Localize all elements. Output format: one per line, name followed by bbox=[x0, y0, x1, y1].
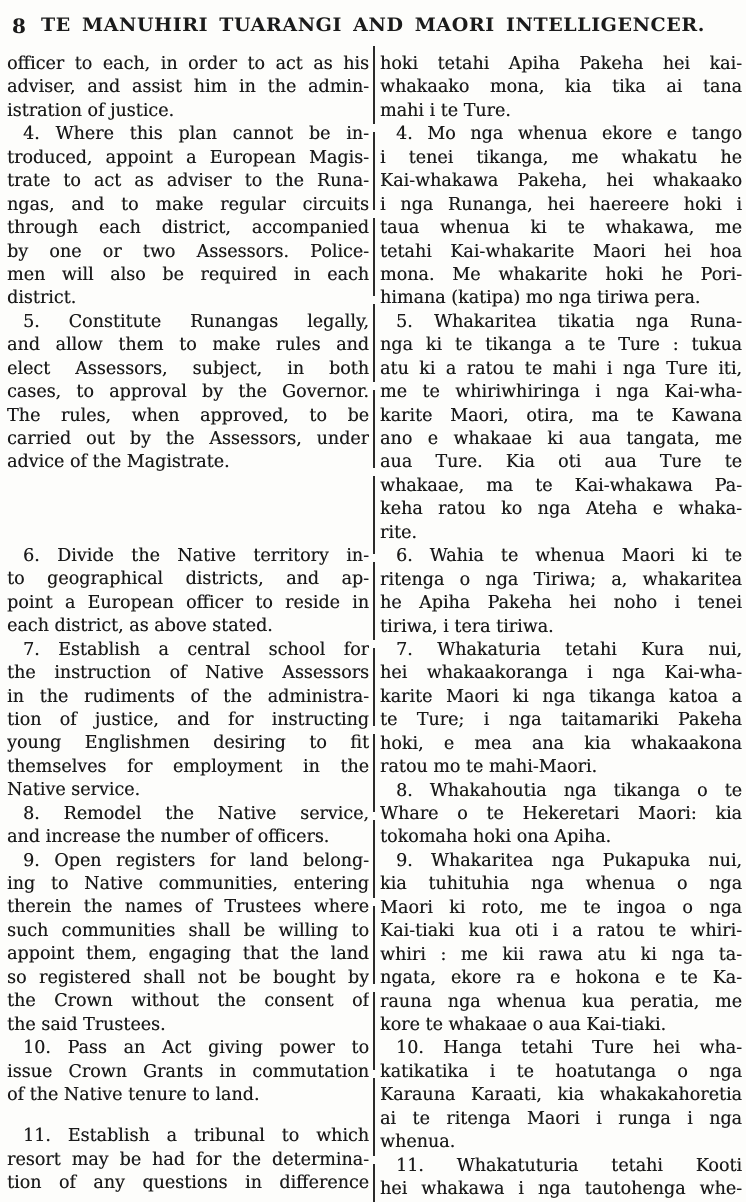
text-line: to geographical districts, and ap- bbox=[7, 569, 369, 590]
text-line: 11. Establish a tribunal to which bbox=[23, 1126, 369, 1147]
text-line: the instruction of Native Assessors bbox=[7, 663, 369, 684]
text-line: the Crown without the consent of bbox=[7, 991, 369, 1012]
text-line: karite Maori, otira, ma te Kawana bbox=[380, 405, 742, 426]
text-line: issue Crown Grants in commutation bbox=[7, 1061, 369, 1082]
text-line: whakaako mona, kia tika ai tana bbox=[380, 77, 742, 98]
text-line: ratou mo te mahi-Maori. bbox=[380, 757, 598, 778]
text-line: tion of any questions in difference bbox=[7, 1173, 369, 1194]
text-line: mahi i te Ture. bbox=[380, 100, 511, 121]
text-line: through each district, accompanied bbox=[7, 218, 369, 239]
text-line: point a European officer to reside in bbox=[7, 592, 369, 613]
column-english bbox=[7, 53, 369, 1196]
text-line: kia tuhituhia nga whenua o nga bbox=[380, 874, 742, 895]
text-line: district. bbox=[7, 288, 77, 309]
text-line: 5. Constitute Runangas legally, bbox=[23, 311, 369, 332]
text-line: Whare o te Hekeretari Maori: kia bbox=[380, 804, 742, 824]
text-line: tion of justice, and for instructing bbox=[7, 709, 369, 730]
text-line: trate to act as adviser to the Runa- bbox=[7, 171, 369, 192]
text-line: te Ture; i nga taitamariki Pakeha bbox=[380, 710, 742, 731]
text-line: the said Trustees. bbox=[7, 1014, 166, 1035]
text-line: so registered shall not be bought by bbox=[7, 967, 369, 988]
text-line: The rules, when approved, to be bbox=[7, 405, 369, 426]
text-line: hei whakawa i nga tautohenga whe- bbox=[380, 1179, 742, 1199]
text-line: elect Assessors, subject, in both bbox=[7, 358, 369, 379]
text-line: karite Maori ki nga tikanga katoa a bbox=[380, 686, 742, 707]
text-line: whiri : me kii rawa atu ki nga ta- bbox=[380, 944, 742, 965]
text-line: atu ki a ratou te mahi i nga Ture iti, bbox=[380, 358, 742, 379]
paragraph-gap bbox=[7, 1107, 369, 1125]
text-line: 11. Whakatuturia tetahi Kooti bbox=[396, 1155, 742, 1176]
paragraph-gap bbox=[7, 475, 369, 545]
text-line: ano e whakaae ki aua tangata, me bbox=[380, 429, 742, 449]
page-title: TE MANUHIRI TUARANGI AND MAORI INTELLIGENCER. bbox=[41, 14, 705, 36]
text-line: 10. Hanga tetahi Ture hei wha- bbox=[396, 1038, 742, 1059]
text-line: aua Ture. Kia oti aua Ture te bbox=[380, 452, 742, 473]
text-line: istration of justice. bbox=[7, 100, 175, 121]
text-line: 6. Divide the Native territory in- bbox=[23, 545, 369, 566]
text-line: 7. Establish a central school for bbox=[23, 639, 369, 660]
text-line: adviser, and assist him in the admin- bbox=[7, 77, 369, 98]
text-line: tetahi Kai-whakarite Maori hei hoa bbox=[380, 241, 742, 262]
text-line: me te whiriwhiringa i nga Kai-wha- bbox=[380, 382, 742, 403]
text-line: ngata, ekore ra e hokona e te Ka- bbox=[380, 968, 742, 989]
text-line: of the Native tenure to land. bbox=[7, 1084, 260, 1105]
text-line: kore te whakaae o aua Kai-tiaki. bbox=[380, 1014, 667, 1035]
text-line: tokomaha hoki ona Apiha. bbox=[380, 827, 612, 848]
text-line: Native service. bbox=[7, 780, 141, 801]
column-divider-line bbox=[373, 46, 375, 1202]
text-line: themselves for employment in the bbox=[7, 756, 369, 777]
text-line: whenua. bbox=[380, 1132, 456, 1153]
text-line: i tenei tikanga, me whakatu he bbox=[380, 147, 742, 168]
text-line: mona. Me whakarite hoki he Pori- bbox=[380, 264, 742, 285]
text-line: he Apiha Pakeha hei noho i tenei bbox=[380, 593, 742, 614]
text-line: 7. Whakaturia tetahi Kura nui, bbox=[396, 639, 742, 660]
text-line: Kai-whakawa Pakeha, hei whakaako bbox=[380, 171, 742, 192]
text-line: officer to each, in order to act as his bbox=[7, 54, 369, 74]
page-number: 8 bbox=[12, 14, 27, 38]
text-line: Kai-tiaki kua oti i a ratou te whiri- bbox=[380, 921, 742, 942]
text-line: men will also be required in each bbox=[7, 264, 369, 285]
text-line: 10. Pass an Act giving power to bbox=[23, 1038, 369, 1059]
text-line: i nga Runanga, hei haereere hoki i bbox=[380, 194, 742, 215]
text-line: 4. Where this plan cannot be in- bbox=[23, 124, 369, 145]
text-line: cases, to approval by the Governor. bbox=[7, 382, 369, 403]
text-line: ai te ritenga Maori i runga i nga bbox=[380, 1108, 742, 1129]
text-line: ngas, and to make regular circuits bbox=[7, 194, 369, 215]
text-line: 9. Open registers for land belong- bbox=[23, 850, 369, 871]
text-line: 6. Wahia te whenua Maori ki te bbox=[396, 546, 742, 567]
text-line: young Englishmen desiring to fit bbox=[7, 733, 369, 754]
text-line: 5. Whakaritea tikatia nga Runa- bbox=[396, 311, 742, 332]
text-line: rite. bbox=[380, 522, 417, 543]
text-line: resort may be had for the determina- bbox=[7, 1149, 369, 1170]
text-line: hei whakaakoranga i nga Kai-wha- bbox=[380, 663, 742, 684]
text-line: taua whenua ki te whakawa, me bbox=[380, 218, 742, 239]
text-line: by one or two Assessors. Police- bbox=[7, 241, 369, 262]
text-line: himana (katipa) mo nga tiriwa pera. bbox=[380, 288, 701, 309]
text-line: Maori ki roto, me te ingoa o nga bbox=[380, 897, 742, 918]
text-line: advice of the Magistrate. bbox=[7, 452, 230, 473]
text-line: keha ratou ko nga Ateha e whaka- bbox=[380, 499, 742, 520]
text-line: 4. Mo nga whenua ekore e tango bbox=[396, 124, 742, 145]
text-line: troduced, appoint a European Magis- bbox=[7, 147, 369, 168]
text-line: such communities shall be willing to bbox=[7, 920, 369, 941]
text-line: tiriwa, i tera tiriwa. bbox=[380, 616, 554, 637]
text-line: whakaae, ma te Kai-whakawa Pa- bbox=[380, 475, 742, 496]
text-line: Karauna Karaati, kia whakakahoretia bbox=[380, 1085, 742, 1106]
text-line: therein the names of Trustees where bbox=[7, 897, 369, 918]
column-maori bbox=[380, 53, 742, 1201]
text-line: 9. Whakaritea nga Pukapuka nui, bbox=[396, 850, 742, 871]
text-line: ing to Native communities, entering bbox=[7, 874, 369, 894]
text-line: each district, as above stated. bbox=[7, 616, 273, 637]
text-line: 8. Remodel the Native service, bbox=[23, 803, 369, 824]
text-line: and increase the number of officers. bbox=[7, 827, 330, 848]
text-line: in the rudiments of the administra- bbox=[7, 686, 369, 707]
text-line: carried out by the Assessors, under bbox=[7, 429, 369, 449]
text-line: katikatika i te hoatutanga o nga bbox=[380, 1061, 742, 1082]
text-line: rauna nga whenua kua peratia, me bbox=[380, 991, 742, 1012]
page-header bbox=[0, 8, 746, 44]
text-line: nga ki te tikanga a te Ture : tukua bbox=[380, 335, 742, 356]
text-line: appoint them, engaging that the land bbox=[7, 944, 369, 965]
text-line: and allow them to make rules and bbox=[7, 335, 369, 356]
text-line: ritenga o nga Tiriwa; a, whakaritea bbox=[380, 569, 742, 590]
text-line: 8. Whakahoutia nga tikanga o te bbox=[396, 780, 742, 801]
text-line: hoki tetahi Apiha Pakeha hei kai- bbox=[380, 54, 742, 74]
text-line: hoki, e mea ana kia whakaakona bbox=[380, 733, 742, 754]
